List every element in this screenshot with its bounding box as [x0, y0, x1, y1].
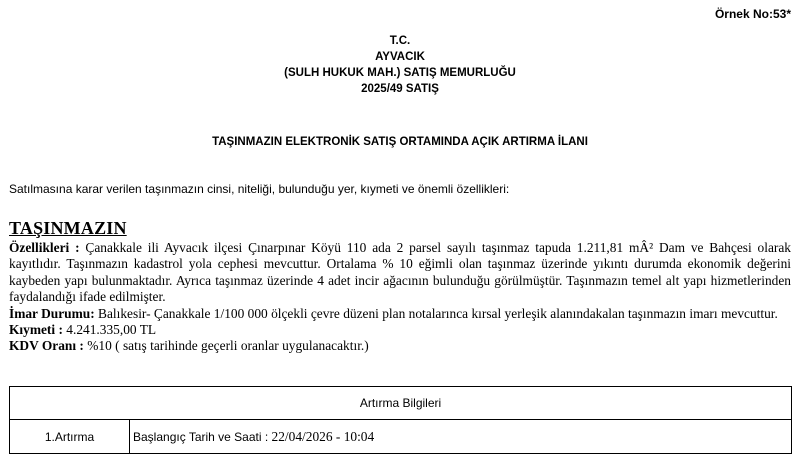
vat-text: %10 ( satış tarihinde geçerli oranlar uygulanacaktır.) — [87, 338, 369, 354]
zoning-label: İmar Durumu: — [9, 305, 95, 321]
auction-start-cell — [130, 420, 792, 454]
property-details — [9, 240, 791, 355]
intro-text: Satılmasına karar verilen taşınmazın cinsi, niteliği, bulunduğu yer, kıymeti ve önemli özellikleri: — [9, 182, 510, 196]
table-header: Artırma Bilgileri — [10, 387, 792, 420]
header-line-case-no: 2025/49 SATIŞ — [361, 83, 439, 95]
vat-label: KDV Oranı : — [9, 338, 84, 354]
announcement-title: TAŞINMAZIN ELEKTRONİK SATIŞ ORTAMINDA AÇIK ARTIRMA İLANI — [212, 136, 588, 148]
value-amount: 4.241.335,00 TL — [66, 322, 157, 338]
start-datetime-value: 22/04/2026 - 10:04 — [271, 428, 375, 444]
features-paragraph — [9, 240, 791, 306]
header-line-tc: T.C. — [389, 35, 411, 47]
zoning-paragraph — [9, 306, 791, 322]
vat-paragraph — [9, 338, 791, 354]
header-line-office: (SULH HUKUK MAH.) SATIŞ MEMURLUĞU — [284, 67, 516, 79]
section-heading: TAŞINMAZIN — [9, 218, 127, 238]
start-datetime-label: Başlangıç Tarih ve Saati : — [133, 429, 272, 444]
zoning-text: Balıkesir- Çanakkale 1/100 000 ölçekli çevre düzeni plan notalarınca kırsal yerleşik alanındakalan taşınmazın imarı mevcuttur. — [98, 305, 778, 321]
document-header — [0, 33, 800, 97]
auction-info-table — [9, 386, 792, 454]
features-text: Çanakkale ili Ayvacık ilçesi Çınarpınar Köyü 110 ada 2 parsel sayılı taşınmaz tapuda 1.211,81 mÂ² Dam ve Bahçesi olarak kayıtlıdır. Taşınmazın kadastrol yola cephesi mevcuttur. Ortalama % 10 eğimli olan taşınmaz üzerinde yıkıntı durumda ekonomik değerini kaybeden yapı bulunmaktadır. Ayrıca taşınmaz üzerinde 4 adet incir ağacının bulunduğu görülmüştür. Taşınmazın temel alt yapı hizmetlerinden faydalandığı ifade edilmişter. — [9, 240, 791, 305]
auction-round-label: 1.Artırma — [10, 420, 130, 454]
features-label: Özellikleri : — [9, 240, 80, 255]
table-header-row — [10, 387, 792, 420]
table-row — [10, 420, 792, 454]
value-paragraph — [9, 322, 791, 338]
value-label: Kıymeti : — [9, 322, 63, 338]
header-line-district: AYVACIK — [375, 51, 425, 63]
sample-number: Örnek No:53* — [714, 7, 791, 21]
